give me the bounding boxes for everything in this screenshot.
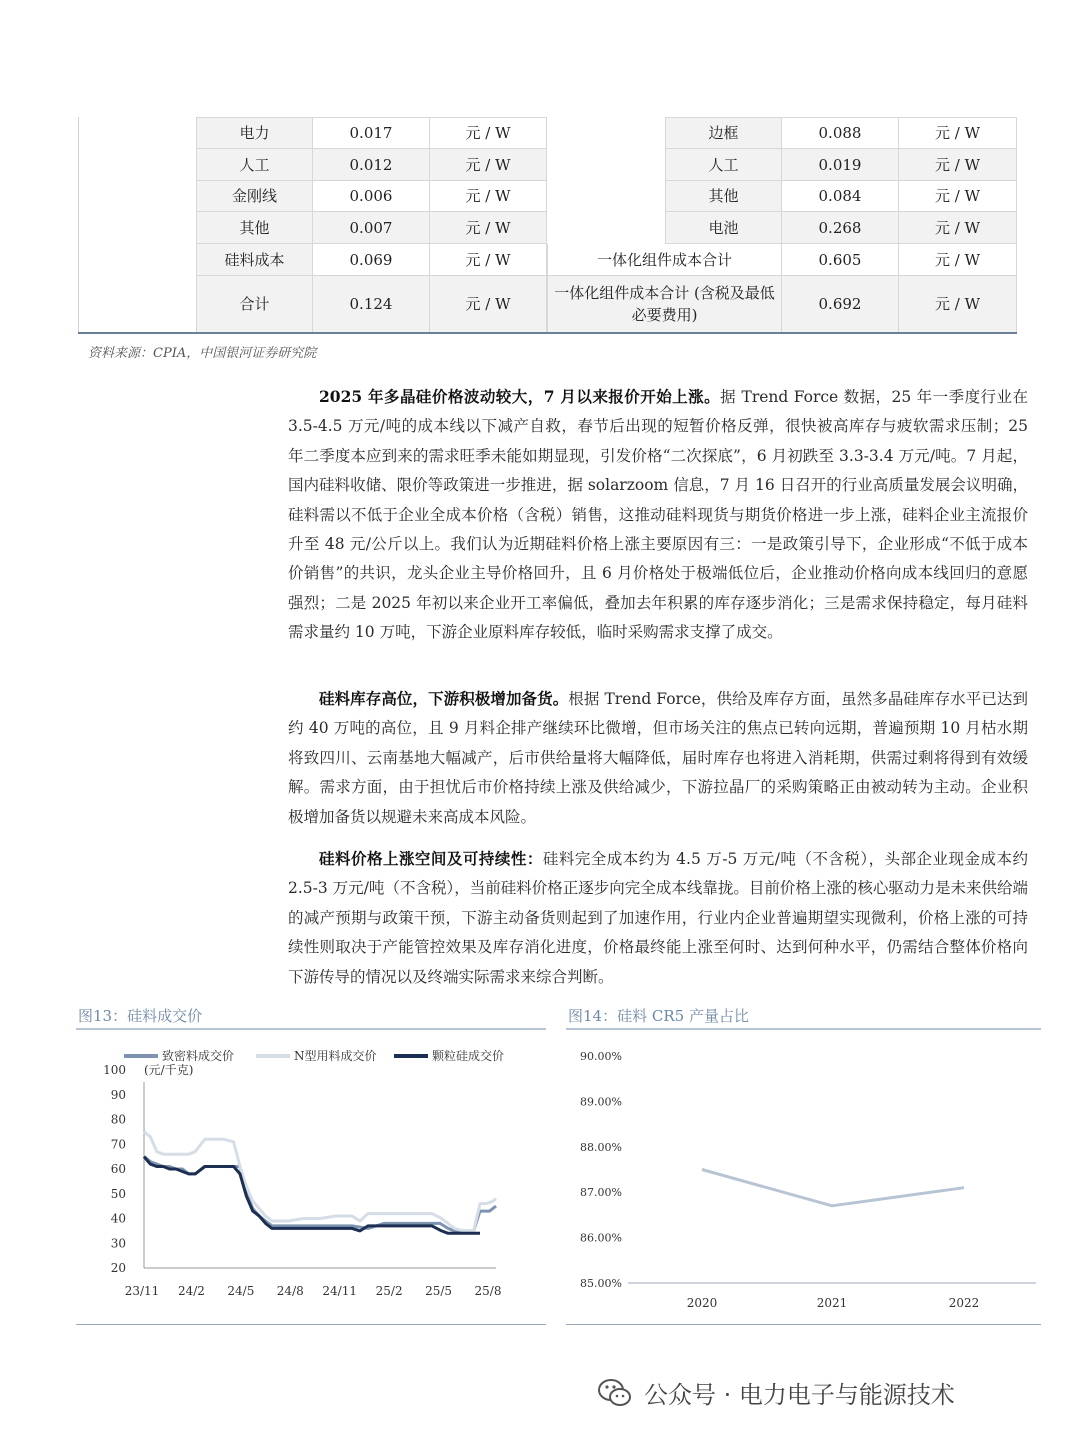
y-tick-label: 85.00% [580, 1277, 622, 1290]
table-bottom-rule [78, 332, 1017, 334]
table-cell: 0.012 [313, 149, 430, 181]
table-cell: 金刚线 [196, 181, 313, 212]
table-cell: 元 / W [430, 244, 547, 276]
y-tick-label: 89.00% [580, 1095, 622, 1109]
x-tick-label: 2020 [686, 1296, 718, 1310]
table-cell: 人工 [196, 149, 313, 181]
table-cell: 元 / W [430, 181, 547, 212]
table-cell: 一体化组件成本合计 (含税及最低必要费用) [547, 276, 782, 333]
y-tick-label: 70 [110, 1137, 126, 1152]
table-cell: 0.007 [313, 212, 430, 244]
table-cell: 元 / W [899, 244, 1017, 276]
series-line [144, 1132, 496, 1231]
table-cell: 元 / W [430, 117, 547, 149]
paragraph-2-body: 根据 Trend Force，供给及库存方面，虽然多晶硅库存水平已达到约 40 万吨的高位，且 9 月料企排产继续环比微增，但市场关注的焦点已转向远期，普遍预期 10 月枯水期将致四川、云南基地大幅减产，后市供给量将大幅降低，届时库存也将进入消耗期，供需过剩将得到有效缓解。需求方面，由于担忧后市价格持续上涨及供给减少，下游拉晶厂的采购策略正由被动转为主动。企业积极增加备货以规避未来高成本风险。 [288, 690, 1028, 826]
paragraph-2 [288, 684, 1028, 832]
paragraph-2-lead: 硅料库存高位，下游积极增加备货。 [319, 689, 569, 708]
table-left-rule [78, 117, 79, 333]
table-cell: 硅料成本 [196, 244, 313, 276]
y-tick-label: 100 [103, 1063, 126, 1077]
wechat-watermark [598, 1375, 955, 1410]
x-tick-label: 25/8 [474, 1284, 502, 1298]
table-cell: 0.069 [313, 244, 430, 276]
y-tick-label: 90.00% [580, 1050, 622, 1063]
table-cell: 0.124 [313, 276, 430, 333]
x-tick-label: 25/5 [425, 1284, 453, 1298]
y-tick-label: 60 [110, 1162, 126, 1176]
legend-label: 颗粒硅成交价 [432, 1049, 505, 1063]
table-cell: 电力 [196, 117, 313, 149]
table-cell: 元 / W [430, 276, 547, 333]
table-cell: 元 / W [899, 181, 1017, 212]
y-tick-label: 87.00% [580, 1186, 622, 1200]
table-cell: 0.019 [782, 149, 899, 181]
y-tick-label: 50 [110, 1186, 126, 1201]
x-tick-label: 2022 [948, 1296, 980, 1310]
table-cell: 0.605 [782, 244, 899, 276]
table-cell: 元 / W [899, 149, 1017, 181]
table-cell: 合计 [196, 276, 313, 333]
paragraph-1 [288, 382, 1028, 648]
x-tick-label: 24/11 [322, 1284, 358, 1298]
y-tick-label: 90 [110, 1087, 126, 1102]
y-tick-label: 80 [110, 1112, 126, 1127]
paragraph-3-lead: 硅料价格上涨空间及可持续性： [319, 849, 543, 868]
table-cell: 边框 [665, 117, 782, 149]
figure-14-bottom-rule [566, 1324, 1041, 1325]
figure-13-title: 图13：硅料成交价 [78, 1007, 203, 1025]
figure-13-bottom-rule [76, 1324, 546, 1325]
table-cell: 0.006 [313, 181, 430, 212]
table-cell: 其他 [665, 181, 782, 212]
table-cell: 0.084 [782, 181, 899, 212]
x-tick-label: 24/2 [177, 1284, 205, 1298]
table-cell: 元 / W [899, 117, 1017, 149]
paragraph-1-lead: 2025 年多晶硅价格波动较大，7 月以来报价开始上涨。 [319, 387, 721, 406]
table-cell: 0.268 [782, 212, 899, 244]
x-tick-label: 2021 [816, 1296, 848, 1310]
table-cell: 元 / W [899, 276, 1017, 333]
table-cell: 0.088 [782, 117, 899, 149]
watermark-text: 公众号 · 电力电子与能源技术 [644, 1381, 955, 1409]
y-tick-label: 20 [110, 1261, 126, 1275]
chart-silicon-price [76, 1030, 546, 1322]
table-cell: 0.017 [313, 117, 430, 149]
series-line [702, 1170, 964, 1206]
table-cell: 元 / W [899, 212, 1017, 244]
cost-table [196, 117, 1017, 333]
table-source-note: 资料来源：CPIA，中国银河证券研究院 [88, 346, 317, 361]
x-tick-label: 24/5 [227, 1284, 255, 1298]
legend-label: 致密料成交价 [162, 1049, 235, 1063]
y-tick-label: 86.00% [580, 1231, 622, 1245]
paragraph-3-body: 硅料完全成本约为 4.5 万-5 万元/吨（不含税），头部企业现金成本约 2.5-3 万元/吨（不含税），当前硅料价格正逐步向完全成本线靠拢。目前价格上涨的核心驱动力是未来供给端的减产预期与政策干预，下游主动备货则起到了加速作用，行业内企业普遍期望实现微利，价格上涨的可持续性则取决于产能管控效果及库存消化进度，价格最终能上涨至何时、达到何种水平，仍需结合整体价格向下游传导的情况以及终端实际需求来综合判断。 [288, 850, 1028, 986]
y-tick-label: 88.00% [580, 1140, 622, 1154]
y-tick-label: 40 [110, 1211, 126, 1226]
y-axis-unit: (元/千克) [144, 1063, 194, 1077]
legend-label: N型用料成交价 [294, 1049, 377, 1063]
table-cell: 一体化组件成本合计 [547, 244, 782, 276]
table-cell: 0.692 [782, 276, 899, 333]
table-cell: 人工 [665, 149, 782, 181]
table-cell: 电池 [665, 212, 782, 244]
table-cell: 元 / W [430, 149, 547, 181]
x-tick-label: 24/8 [276, 1284, 304, 1298]
paragraph-1-body: 据 Trend Force 数据，25 年一季度行业在 3.5-4.5 万元/吨的成本线以下减产自救，春节后出现的短暂价格反弹，很快被高库存与疲软需求压制；25 年二季度本应到来的需求旺季未能如期显现，引发价格“二次探底”，6 月初跌至 3.3-3.4 万元/吨。7 月起，国内硅料收储、限价等政策进一步推进，据 solarzoom 信息，7 月 16 日召开的行业高质量发展会议明确，硅料需以不低于企业全成本价格（含税）销售，这推动硅料现货与期货价格进一步上涨，硅料企业主流报价升至 48 元/公斤以上。我们认为近期硅料价格上涨主要原因有三：一是政策引导下，企业形成“不低于成本价销售”的共识，龙头企业主导价格回升，且 6 月价格处于极端低位后，企业推动价格向成本线回归的意愿强烈；二是 2025 年初以来企业开工率偏低，叠加去年积累的库存逐步消化；三是需求保持稳定，每月硅料需求量约 10 万吨，下游企业原料库存较低，临时采购需求支撑了成交。 [288, 388, 1028, 642]
figure-14-title: 图14：硅料 CR5 产量占比 [568, 1007, 749, 1025]
paragraph-3 [288, 844, 1028, 992]
x-tick-label: 25/2 [375, 1284, 403, 1298]
y-tick-label: 30 [110, 1236, 126, 1251]
wechat-icon [598, 1378, 632, 1408]
x-tick-label: 23/11 [124, 1284, 160, 1298]
table-cell: 其他 [196, 212, 313, 244]
chart-cr5-share [566, 1030, 1041, 1322]
series-line [144, 1157, 480, 1234]
table-cell: 元 / W [430, 212, 547, 244]
